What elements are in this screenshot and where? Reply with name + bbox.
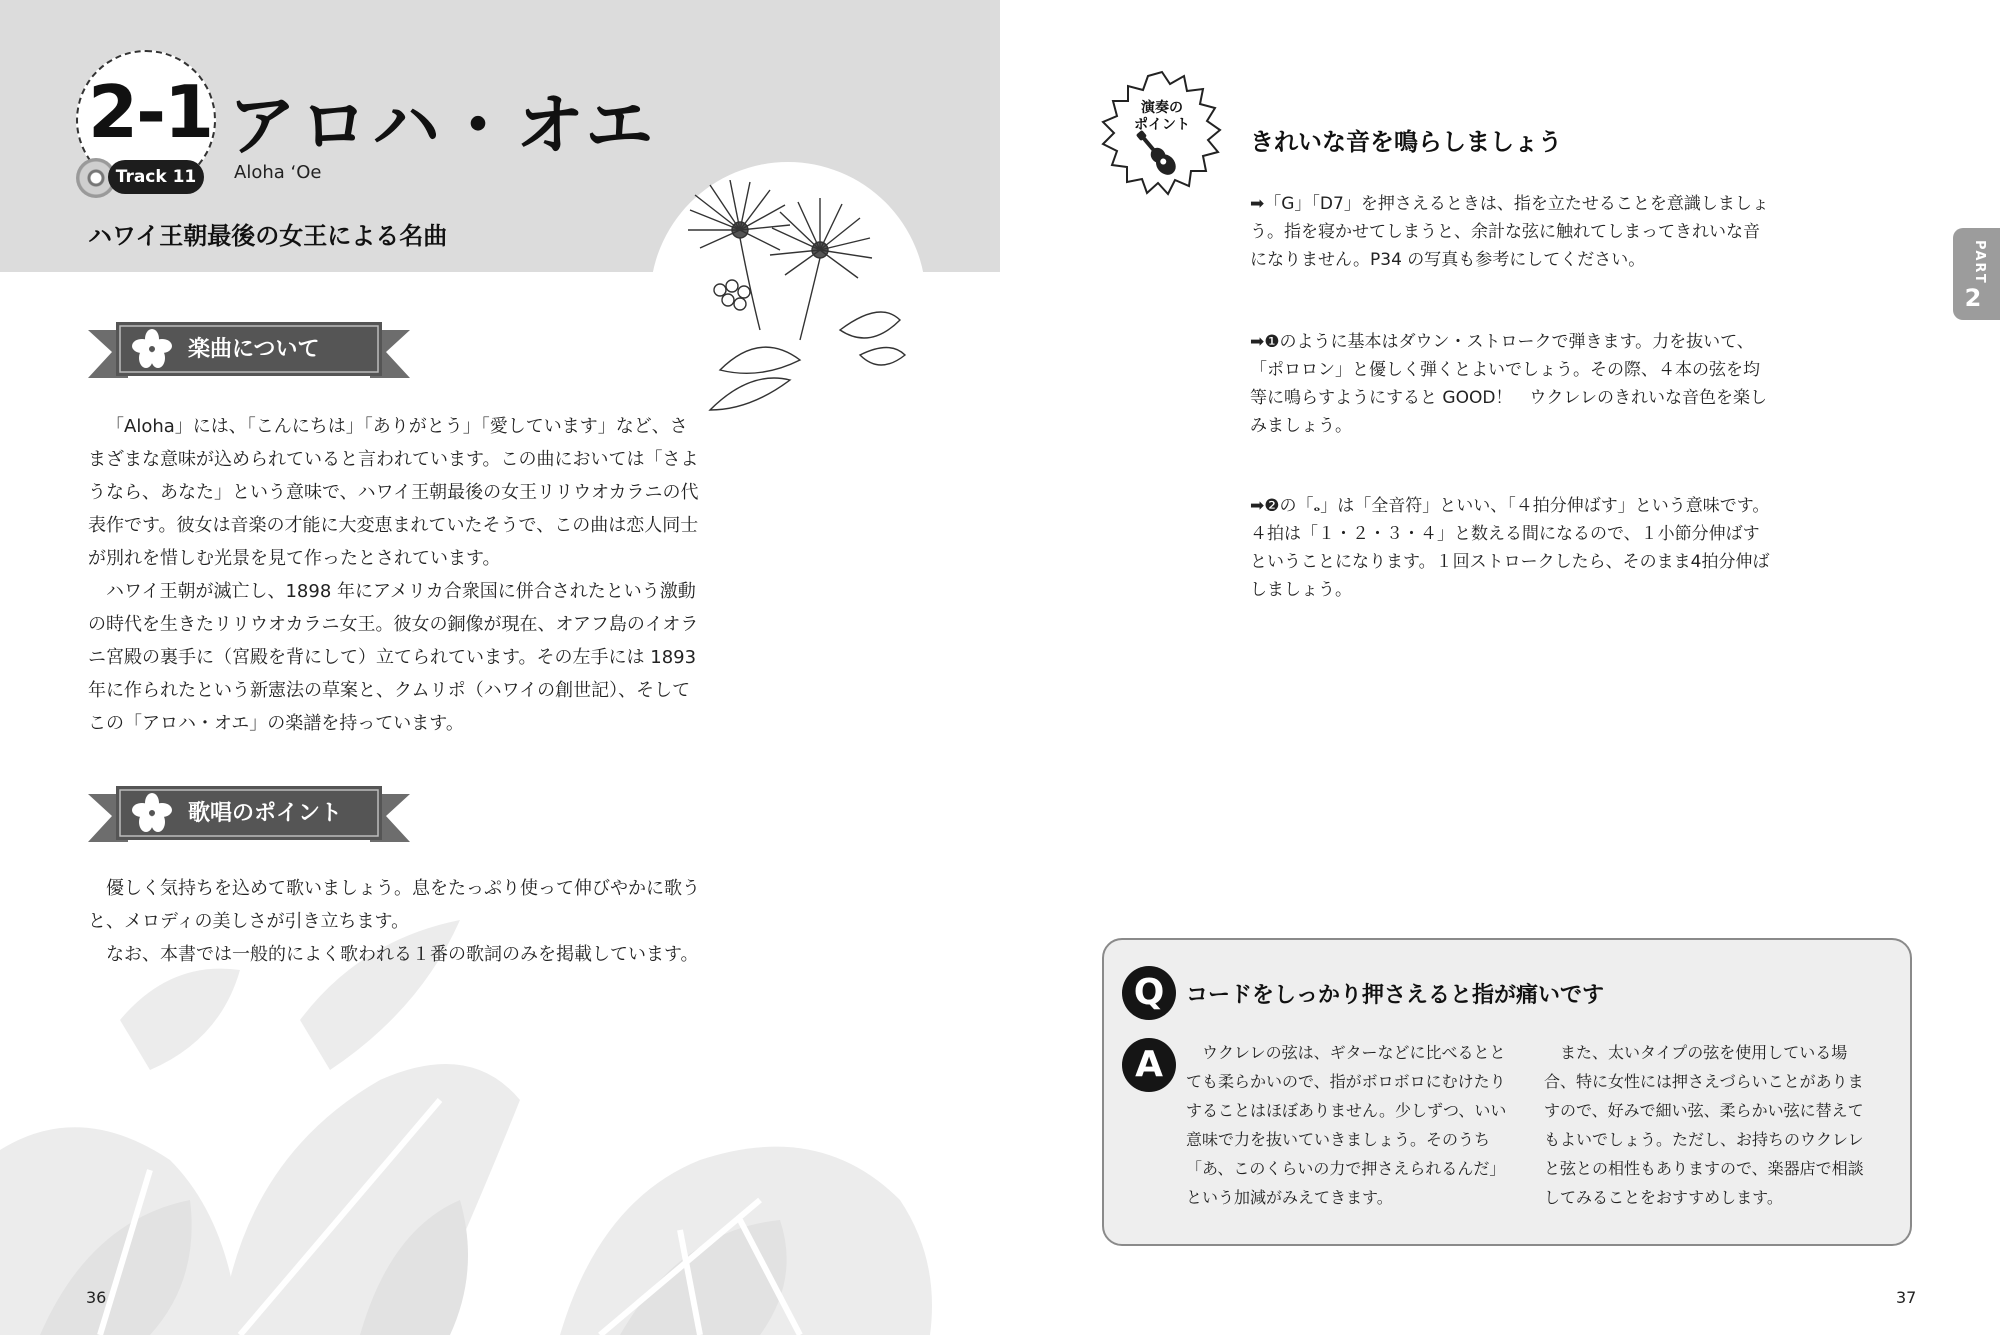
part-tab-label: PART — [1972, 240, 1987, 285]
page-number-right: 37 — [1896, 1288, 1917, 1307]
badge-line-2: ポイント — [1134, 117, 1190, 133]
section-heading-vocal: 歌唱のポイント — [188, 801, 343, 826]
badge-line-1: 演奏の — [1141, 100, 1183, 116]
song-subtitle: Aloha ʻOe — [234, 162, 322, 183]
answer-mark: A — [1122, 1038, 1176, 1092]
track-badge: Track 11 — [108, 160, 204, 194]
performance-title: きれいな音を鳴らしましょう — [1250, 128, 1562, 156]
performance-point-1: ➡「G」「D7」を押さえるときは、指を立たせることを意識しましょう。指を寝かせてしまうと、余計な弦に触れてしまってきれいな音になりません。P34 の写真も参考にしてください。 — [1250, 194, 1769, 270]
question-text: コードをしっかり押さえると指が痛いです — [1186, 983, 1605, 1008]
answer-column-1: ウクレレの弦は、ギターなどに比べるととても柔らかいので、指がボロボロにむけたりすることはほぼありません。少しずつ、いい意味で力を抜いていきましょう。そのうち「あ、このくらいの力で押さえられるんだ」という加減がみえてきます。 — [1186, 1043, 1507, 1207]
performance-badge-label — [1118, 100, 1206, 134]
performance-point-badge — [1098, 70, 1226, 198]
part-tab-number: 2 — [1964, 284, 1982, 312]
song-paragraph-2: ハワイ王朝が滅亡し、1898 年にアメリカ合衆国に併合されたという激動の時代を生きたリリウオカラニ女王。彼女の銅像が現在、オアフ島のイオラニ宮殿の裏手に（宮殿を背にして）立てられています。その左手には 1893 年に作られたという新憲法の草案と、クムリポ（ハワイの創世記）、そしてこの「アロハ・オエ」の楽譜を持っています。 — [88, 581, 699, 734]
performance-point-3: ➡❷の「𝅝」は「全音符」といい、「４拍分伸ばす」という意味です。４拍は「１・２・３・４」と数える間になるので、１小節分伸ばすということになります。１回ストロークしたら、そのまま4拍分伸ばしましょう。 — [1250, 496, 1770, 600]
section-heading-song: 楽曲について — [188, 337, 320, 362]
vocal-paragraph-1: 優しく気持ちを込めて歌いましょう。息をたっぷり使って伸びやかに歌うと、メロディの美しさが引き立ちます。 — [88, 878, 700, 932]
vocal-body — [88, 872, 700, 971]
question-mark: Q — [1122, 966, 1176, 1020]
song-body — [88, 410, 700, 740]
ohia-lehua-flower-illustration — [680, 180, 910, 420]
performance-point-2: ➡❶のように基本はダウン・ストロークで弾きます。力を抜いて、「ポロロン」と優しく弾くとよいでしょう。その際、４本の弦を均等に鳴らすようにすると GOOD！ ウクレレのきれいな音色を楽しみましょう。 — [1250, 332, 1768, 436]
page-number-left: 36 — [86, 1288, 107, 1307]
chapter-number: 2-1 — [88, 70, 213, 154]
song-paragraph-1: 「Aloha」には、「こんにちは」「ありがとう」「愛しています」など、さまざまな意味が込められていると言われています。この曲においては「さようなら、あなた」という意味で、ハワイ王朝最後の女王リリウオカラニの代表作です。彼女は音楽の才能に大変恵まれていたそうで、この曲は恋人同士が別れを惜しむ光景を見て作ったとされています。 — [88, 416, 699, 569]
vocal-paragraph-2: なお、本書では一般的によく歌われる１番の歌詞のみを掲載しています。 — [106, 944, 699, 965]
chapter-title: アロハ・オエ — [228, 87, 658, 166]
answer-column-2: また、太いタイプの弦を使用している場合、特に女性には押さえづらいことがありますので、好みで細い弦、柔らかい弦に替えてもよいでしょう。ただし、お持ちのウクレレと弦との相性もありますので、楽器店で相談してみることをおすすめします。 — [1544, 1043, 1864, 1207]
catchphrase: ハワイ王朝最後の女王による名曲 — [88, 222, 448, 250]
